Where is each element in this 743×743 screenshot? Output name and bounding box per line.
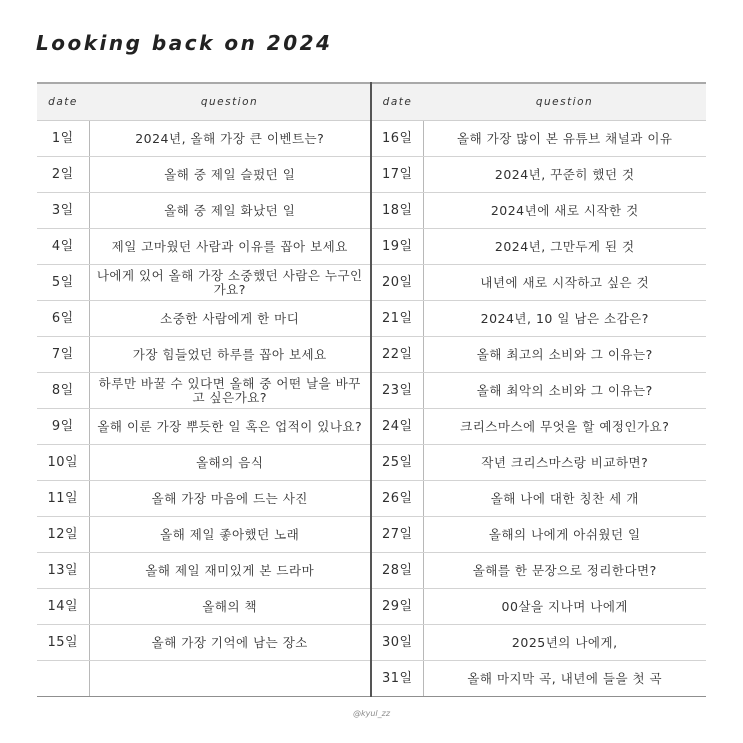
question-cell-left: 소중한 사람에게 한 마디 <box>89 301 371 337</box>
table-row <box>37 661 706 697</box>
question-cell-right: 크리스마스에 무엇을 할 예정인가요? <box>423 409 706 445</box>
date-cell-left: 5일 <box>37 265 89 301</box>
header-row <box>37 83 706 121</box>
date-cell-left <box>37 661 89 697</box>
question-cell-left: 올해 중 제일 화났던 일 <box>89 193 371 229</box>
table-row <box>37 193 706 229</box>
date-cell-left: 15일 <box>37 625 89 661</box>
question-cell-right: 00살을 지나며 나에게 <box>423 589 706 625</box>
question-cell-left: 올해 이룬 가장 뿌듯한 일 혹은 업적이 있나요? <box>89 409 371 445</box>
date-cell-left: 9일 <box>37 409 89 445</box>
question-cell-right: 올해의 나에게 아쉬웠던 일 <box>423 517 706 553</box>
table-row <box>37 625 706 661</box>
question-cell-right: 2024년, 그만두게 된 것 <box>423 229 706 265</box>
question-cell-right: 내년에 새로 시작하고 싶은 것 <box>423 265 706 301</box>
date-cell-left: 4일 <box>37 229 89 265</box>
date-cell-right: 21일 <box>371 301 423 337</box>
table-row <box>37 481 706 517</box>
date-cell-right: 25일 <box>371 445 423 481</box>
date-cell-right: 22일 <box>371 337 423 373</box>
header-date-right: date <box>371 83 423 121</box>
date-cell-right: 18일 <box>371 193 423 229</box>
question-cell-right: 2024년에 새로 시작한 것 <box>423 193 706 229</box>
date-cell-left: 10일 <box>37 445 89 481</box>
table-row <box>37 373 706 409</box>
date-cell-right: 17일 <box>371 157 423 193</box>
date-cell-left: 2일 <box>37 157 89 193</box>
credit-handle: @kyul_zz <box>352 709 391 718</box>
date-cell-left: 14일 <box>37 589 89 625</box>
question-cell-right: 2024년, 꾸준히 했던 것 <box>423 157 706 193</box>
table-body <box>37 121 706 697</box>
question-cell-left: 올해 가장 마음에 드는 사진 <box>89 481 371 517</box>
header-question-right: question <box>423 83 706 121</box>
date-cell-right: 16일 <box>371 121 423 157</box>
question-cell-left: 나에게 있어 올해 가장 소중했던 사람은 누구인가요? <box>89 265 371 301</box>
question-cell-left <box>89 661 371 697</box>
table-row <box>37 445 706 481</box>
date-cell-left: 12일 <box>37 517 89 553</box>
table-row <box>37 517 706 553</box>
date-cell-right: 19일 <box>371 229 423 265</box>
question-cell-right: 올해 최고의 소비와 그 이유는? <box>423 337 706 373</box>
date-cell-left: 6일 <box>37 301 89 337</box>
question-cell-left: 올해의 책 <box>89 589 371 625</box>
question-cell-left: 2024년, 올해 가장 큰 이벤트는? <box>89 121 371 157</box>
table-row <box>37 301 706 337</box>
date-cell-right: 26일 <box>371 481 423 517</box>
question-cell-right: 올해를 한 문장으로 정리한다면? <box>423 553 706 589</box>
question-cell-left: 하루만 바꿀 수 있다면 올해 중 어떤 날을 바꾸고 싶은가요? <box>89 373 371 409</box>
date-cell-left: 3일 <box>37 193 89 229</box>
question-cell-right: 2024년, 10 일 남은 소감은? <box>423 301 706 337</box>
date-cell-left: 13일 <box>37 553 89 589</box>
table-row <box>37 589 706 625</box>
question-cell-right: 2025년의 나에게, <box>423 625 706 661</box>
date-cell-right: 23일 <box>371 373 423 409</box>
question-cell-right: 올해 가장 많이 본 유튜브 채널과 이유 <box>423 121 706 157</box>
date-cell-left: 8일 <box>37 373 89 409</box>
question-cell-left: 올해의 음식 <box>89 445 371 481</box>
table-row <box>37 265 706 301</box>
question-table <box>37 82 706 697</box>
table-row <box>37 121 706 157</box>
table-row <box>37 337 706 373</box>
date-cell-right: 31일 <box>371 661 423 697</box>
question-cell-left: 가장 힘들었던 하루를 꼽아 보세요 <box>89 337 371 373</box>
date-cell-right: 24일 <box>371 409 423 445</box>
question-table-container <box>37 82 706 697</box>
date-cell-right: 30일 <box>371 625 423 661</box>
question-cell-left: 올해 중 제일 슬펐던 일 <box>89 157 371 193</box>
question-cell-right: 올해 최악의 소비와 그 이유는? <box>423 373 706 409</box>
table-row <box>37 229 706 265</box>
header-date-left: date <box>37 83 89 121</box>
question-cell-left: 올해 제일 재미있게 본 드라마 <box>89 553 371 589</box>
date-cell-right: 20일 <box>371 265 423 301</box>
header-question-left: question <box>89 83 371 121</box>
date-cell-left: 7일 <box>37 337 89 373</box>
date-cell-right: 29일 <box>371 589 423 625</box>
date-cell-right: 28일 <box>371 553 423 589</box>
question-cell-left: 올해 가장 기억에 남는 장소 <box>89 625 371 661</box>
question-cell-right: 올해 마지막 곡, 내년에 들을 첫 곡 <box>423 661 706 697</box>
table-row <box>37 553 706 589</box>
table-row <box>37 157 706 193</box>
date-cell-left: 1일 <box>37 121 89 157</box>
question-cell-left: 올해 제일 좋아했던 노래 <box>89 517 371 553</box>
date-cell-right: 27일 <box>371 517 423 553</box>
table-row <box>37 409 706 445</box>
page-title: Looking back on 2024 <box>36 31 333 55</box>
question-cell-right: 올해 나에 대한 칭찬 세 개 <box>423 481 706 517</box>
question-cell-left: 제일 고마웠던 사람과 이유를 꼽아 보세요 <box>89 229 371 265</box>
question-cell-right: 작년 크리스마스랑 비교하면? <box>423 445 706 481</box>
date-cell-left: 11일 <box>37 481 89 517</box>
table-header <box>37 83 706 121</box>
